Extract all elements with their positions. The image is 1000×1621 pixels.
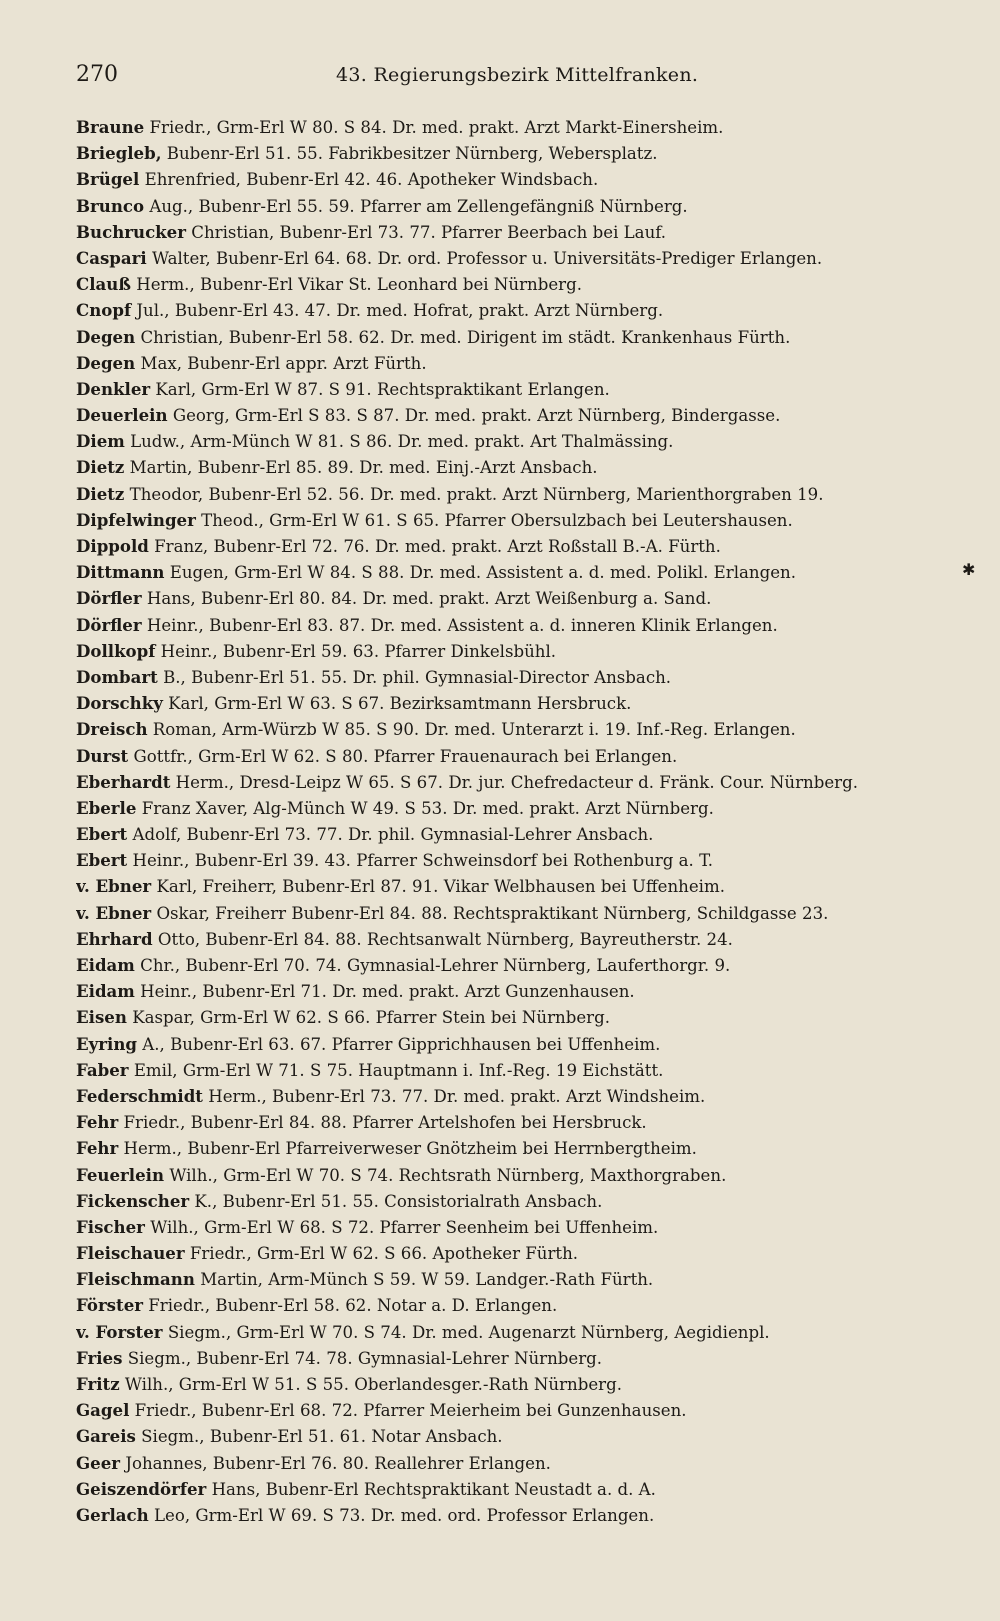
list-item — [76, 533, 981, 559]
entry-name: Briegleb, — [76, 143, 162, 164]
entry-name: v. Ebner — [76, 876, 152, 897]
entry-details: Eugen, Grm-Erl W 84. S 88. Dr. med. Assistent a. d. med. Polikl. Erlangen. — [169, 563, 797, 583]
entry-name: Fleischauer — [76, 1243, 185, 1264]
entry-name: Degen — [76, 326, 136, 347]
list-item — [76, 585, 981, 611]
entry-details: Herm., Bubenr-Erl Vikar St. Leonhard bei Nürnberg. — [136, 275, 582, 295]
list-item — [76, 114, 981, 140]
entry-name: Förster — [76, 1295, 143, 1316]
entry-name: Eidam — [76, 955, 135, 975]
list-item — [76, 1450, 981, 1476]
entry-name: Ebert — [76, 850, 128, 871]
entry-name: Deuerlein — [76, 405, 168, 426]
list-item — [76, 638, 981, 664]
entry-details: Theodor, Bubenr-Erl 52. 56. Dr. med. prakt. Arzt Nürnberg, Marienthorgraben 19. — [129, 484, 824, 504]
list-item — [76, 1109, 981, 1135]
entry-details: Georg, Grm-Erl S 83. S 87. Dr. med. prakt. Arzt Nürnberg, Bindergasse. — [172, 406, 781, 426]
list-item — [76, 559, 981, 585]
entry-name: Braune — [76, 117, 145, 137]
entry-details: Siegm., Bubenr-Erl 74. 78. Gymnasial-Lehrer Nürnberg. — [127, 1348, 603, 1368]
entry-name: Fehr — [76, 1138, 119, 1159]
list-item — [76, 1188, 981, 1214]
entry-name: Fritz — [76, 1374, 120, 1394]
entry-name: Buchrucker — [76, 221, 186, 242]
list-item — [76, 952, 981, 978]
entry-details: Otto, Bubenr-Erl 84. 88. Rechtsanwalt Nürnberg, Bayreutherstr. 24. — [157, 929, 733, 949]
entry-details: Ehrenfried, Bubenr-Erl 42. 46. Apotheker Windsbach. — [144, 170, 599, 190]
list-item — [76, 821, 981, 847]
list-item — [76, 716, 981, 742]
entry-details: Hans, Bubenr-Erl Rechtspraktikant Neustadt a. d. A. — [211, 1479, 656, 1499]
entry-name: Eberle — [76, 797, 137, 818]
entry-name: Dörfler — [76, 588, 142, 609]
entry-details: Franz Xaver, Alg-Münch W 49. S 53. Dr. med. prakt. Arzt Nürnberg. — [141, 798, 714, 818]
margin-mark: ✱ — [962, 560, 976, 579]
list-item — [76, 926, 981, 952]
entry-name: Caspari — [76, 247, 147, 268]
list-item — [76, 1004, 981, 1030]
list-item — [76, 297, 981, 323]
entry-details: Ludw., Arm-Münch W 81. S 86. Dr. med. prakt. Art Thalmässing. — [130, 432, 674, 452]
list-item — [76, 690, 981, 716]
list-item — [76, 245, 981, 271]
entry-name: Eisen — [76, 1007, 127, 1028]
entry-details: Martin, Arm-Münch S 59. W 59. Landger.-Rath Fürth. — [200, 1270, 654, 1290]
list-item — [76, 1031, 981, 1057]
entry-name: Geiszendörfer — [76, 1478, 207, 1499]
list-item — [76, 1397, 981, 1423]
entry-name: Federschmidt — [76, 1085, 203, 1106]
entry-name: Dörfler — [76, 614, 142, 635]
page-number: 270 — [76, 62, 118, 87]
entry-details: Siegm., Bubenr-Erl 51. 61. Notar Ansbach. — [141, 1427, 503, 1447]
entry-name: Ebert — [76, 824, 128, 845]
entry-name: Eyring — [76, 1033, 138, 1054]
entry-details: Heinr., Bubenr-Erl 59. 63. Pfarrer Dinkelsbühl. — [160, 641, 557, 661]
entry-details: Herm., Bubenr-Erl 73. 77. Dr. med. prakt. Arzt Windsheim. — [208, 1086, 706, 1106]
list-item — [76, 1292, 981, 1318]
entry-details: Christian, Bubenr-Erl 73. 77. Pfarrer Beerbach bei Lauf. — [191, 222, 667, 242]
list-item — [76, 454, 981, 480]
page-header — [76, 62, 940, 94]
entry-details: Karl, Freiherr, Bubenr-Erl 87. 91. Vikar Welbhausen bei Uffenheim. — [156, 877, 725, 897]
entry-list — [76, 114, 981, 1528]
list-item — [76, 219, 981, 245]
entry-details: Gottfr., Grm-Erl W 62. S 80. Pfarrer Frauenaurach bei Erlangen. — [133, 746, 678, 766]
entry-name: Fischer — [76, 1216, 145, 1237]
entry-name: Dippold — [76, 536, 149, 556]
entry-details: Friedr., Bubenr-Erl 84. 88. Pfarrer Artelshofen bei Hersbruck. — [123, 1113, 647, 1133]
list-item — [76, 978, 981, 1004]
entry-name: Dietz — [76, 457, 125, 478]
list-item — [76, 350, 981, 376]
entry-name: Dittmann — [76, 562, 165, 583]
entry-details: Roman, Arm-Würzb W 85. S 90. Dr. med. Unterarzt i. 19. Inf.-Reg. Erlangen. — [152, 720, 796, 740]
list-item — [76, 900, 981, 926]
entry-details: Kaspar, Grm-Erl W 62. S 66. Pfarrer Stein bei Nürnberg. — [132, 1008, 610, 1028]
entry-name: Fleischmann — [76, 1269, 195, 1290]
entry-details: Wilh., Grm-Erl W 51. S 55. Oberlandesger.-Rath Nürnberg. — [124, 1375, 623, 1394]
entry-details: Max, Bubenr-Erl appr. Arzt Fürth. — [140, 353, 427, 373]
entry-name: Brügel — [76, 169, 140, 190]
entry-name: Clauß — [76, 274, 131, 295]
entry-details: Karl, Grm-Erl W 63. S 67. Bezirksamtmann Hersbruck. — [168, 694, 632, 714]
entry-name: Dollkopf — [76, 640, 156, 661]
list-item — [76, 271, 981, 297]
entry-name: Brunco — [76, 195, 145, 216]
entry-details: Emil, Grm-Erl W 71. S 75. Hauptmann i. Inf.-Reg. 19 Eichstätt. — [133, 1060, 664, 1080]
list-item — [76, 873, 981, 899]
entry-name: Eberhardt — [76, 771, 171, 792]
entry-name: Faber — [76, 1059, 129, 1080]
entry-name: Gerlach — [76, 1504, 149, 1525]
entry-name: v. Ebner — [76, 902, 152, 923]
entry-details: Heinr., Bubenr-Erl 39. 43. Pfarrer Schweinsdorf bei Rothenburg a. T. — [132, 851, 714, 871]
entry-details: Johannes, Bubenr-Erl 76. 80. Reallehrer Erlangen. — [125, 1453, 551, 1473]
list-item — [76, 1502, 981, 1528]
entry-name: Dombart — [76, 666, 158, 687]
entry-details: Leo, Grm-Erl W 69. S 73. Dr. med. ord. Professor Erlangen. — [153, 1505, 655, 1525]
list-item — [76, 193, 981, 219]
running-title: 43. Regierungsbezirk Mittelfranken. — [336, 64, 699, 86]
entry-name: Eidam — [76, 981, 135, 1002]
list-item — [76, 1240, 981, 1266]
entry-name: Dorschky — [76, 693, 163, 714]
entry-details: Hans, Bubenr-Erl 80. 84. Dr. med. prakt. Arzt Weißenburg a. Sand. — [146, 589, 712, 609]
entry-details: Herm., Bubenr-Erl Pfarreiverweser Gnötzheim bei Herrnbergtheim. — [123, 1139, 697, 1159]
list-item — [76, 1057, 981, 1083]
entry-details: Karl, Grm-Erl W 87. S 91. Rechtspraktikant Erlangen. — [155, 379, 610, 399]
entry-details: Herm., Dresd-Leipz W 65. S 67. Dr. jur. Chefredacteur d. Fränk. Cour. Nürnberg. — [175, 772, 859, 792]
list-item — [76, 166, 981, 192]
list-item — [76, 612, 981, 638]
list-item — [76, 1162, 981, 1188]
entry-name: Cnopf — [76, 300, 132, 321]
entry-name: Degen — [76, 352, 136, 373]
entry-name: Durst — [76, 745, 129, 766]
list-item — [76, 1135, 981, 1161]
entry-details: Wilh., Grm-Erl W 68. S 72. Pfarrer Seenheim bei Uffenheim. — [150, 1217, 659, 1237]
list-item — [76, 1345, 981, 1371]
list-item — [76, 1423, 981, 1449]
list-item — [76, 324, 981, 350]
entry-details: Jul., Bubenr-Erl 43. 47. Dr. med. Hofrat, prakt. Arzt Nürnberg. — [136, 301, 664, 321]
entry-name: Denkler — [76, 378, 151, 399]
entry-name: Fickenscher — [76, 1190, 190, 1211]
entry-details: Martin, Bubenr-Erl 85. 89. Dr. med. Einj.-Arzt Ansbach. — [129, 458, 598, 478]
entry-name: Dietz — [76, 483, 125, 504]
entry-name: v. Forster — [76, 1321, 163, 1342]
list-item — [76, 1319, 981, 1345]
entry-details: Friedr., Grm-Erl W 80. S 84. Dr. med. prakt. Arzt Markt-Einersheim. — [149, 118, 724, 137]
entry-name: Ehrhard — [76, 928, 153, 949]
list-item — [76, 402, 981, 428]
entry-details: Siegm., Grm-Erl W 70. S 74. Dr. med. Augenarzt Nürnberg, Aegidienpl. — [167, 1322, 770, 1342]
entry-details: Friedr., Bubenr-Erl 68. 72. Pfarrer Meierheim bei Gunzenhausen. — [134, 1401, 687, 1421]
list-item — [76, 1371, 981, 1397]
list-item — [76, 481, 981, 507]
entry-details: Walter, Bubenr-Erl 64. 68. Dr. ord. Professor u. Universitäts-Prediger Erlangen. — [151, 248, 823, 268]
entry-details: Bubenr-Erl 51. 55. Fabrikbesitzer Nürnberg, Webersplatz. — [166, 144, 658, 164]
entry-details: Wilh., Grm-Erl W 70. S 74. Rechtsrath Nürnberg, Maxthorgraben. — [169, 1165, 727, 1185]
entry-name: Fries — [76, 1347, 123, 1368]
list-item — [76, 769, 981, 795]
list-item — [76, 1214, 981, 1240]
list-item — [76, 847, 981, 873]
entry-name: Geer — [76, 1452, 121, 1473]
entry-details: Friedr., Bubenr-Erl 58. 62. Notar a. D. Erlangen. — [148, 1296, 558, 1316]
list-item — [76, 140, 981, 166]
entry-details: Aug., Bubenr-Erl 55. 59. Pfarrer am Zellengefängniß Nürnberg. — [149, 196, 688, 216]
list-item — [76, 1476, 981, 1502]
list-item — [76, 743, 981, 769]
entry-details: Theod., Grm-Erl W 61. S 65. Pfarrer Obersulzbach bei Leutershausen. — [201, 510, 793, 530]
list-item — [76, 1083, 981, 1109]
entry-name: Dipfelwinger — [76, 509, 196, 530]
entry-name: Diem — [76, 431, 125, 452]
list-item — [76, 376, 981, 402]
entry-details: Christian, Bubenr-Erl 58. 62. Dr. med. Dirigent im städt. Krankenhaus Fürth. — [140, 327, 791, 347]
entry-details: Adolf, Bubenr-Erl 73. 77. Dr. phil. Gymnasial-Lehrer Ansbach. — [132, 825, 654, 845]
entry-details: Oskar, Freiherr Bubenr-Erl 84. 88. Rechtspraktikant Nürnberg, Schildgasse 23. — [156, 903, 829, 923]
entry-details: K., Bubenr-Erl 51. 55. Consistorialrath Ansbach. — [194, 1191, 603, 1211]
entry-name: Gagel — [76, 1400, 130, 1421]
entry-name: Fehr — [76, 1112, 119, 1133]
entry-name: Dreisch — [76, 719, 148, 740]
entry-details: A., Bubenr-Erl 63. 67. Pfarrer Gipprichhausen bei Uffenheim. — [142, 1034, 661, 1054]
list-item — [76, 1266, 981, 1292]
entry-details: Chr., Bubenr-Erl 70. 74. Gymnasial-Lehrer Nürnberg, Lauferthorgr. 9. — [140, 956, 731, 975]
entry-details: Heinr., Bubenr-Erl 71. Dr. med. prakt. Arzt Gunzenhausen. — [140, 982, 635, 1002]
entry-details: B., Bubenr-Erl 51. 55. Dr. phil. Gymnasial-Director Ansbach. — [163, 667, 672, 687]
entry-details: Friedr., Grm-Erl W 62. S 66. Apotheker Fürth. — [189, 1244, 579, 1264]
entry-details: Franz, Bubenr-Erl 72. 76. Dr. med. prakt. Arzt Roßstall B.-A. Fürth. — [154, 537, 721, 556]
list-item — [76, 428, 981, 454]
entry-name: Feuerlein — [76, 1164, 165, 1185]
list-item — [76, 664, 981, 690]
list-item — [76, 795, 981, 821]
entry-details: Heinr., Bubenr-Erl 83. 87. Dr. med. Assistent a. d. inneren Klinik Erlangen. — [146, 615, 778, 635]
list-item — [76, 507, 981, 533]
entry-name: Gareis — [76, 1426, 136, 1447]
